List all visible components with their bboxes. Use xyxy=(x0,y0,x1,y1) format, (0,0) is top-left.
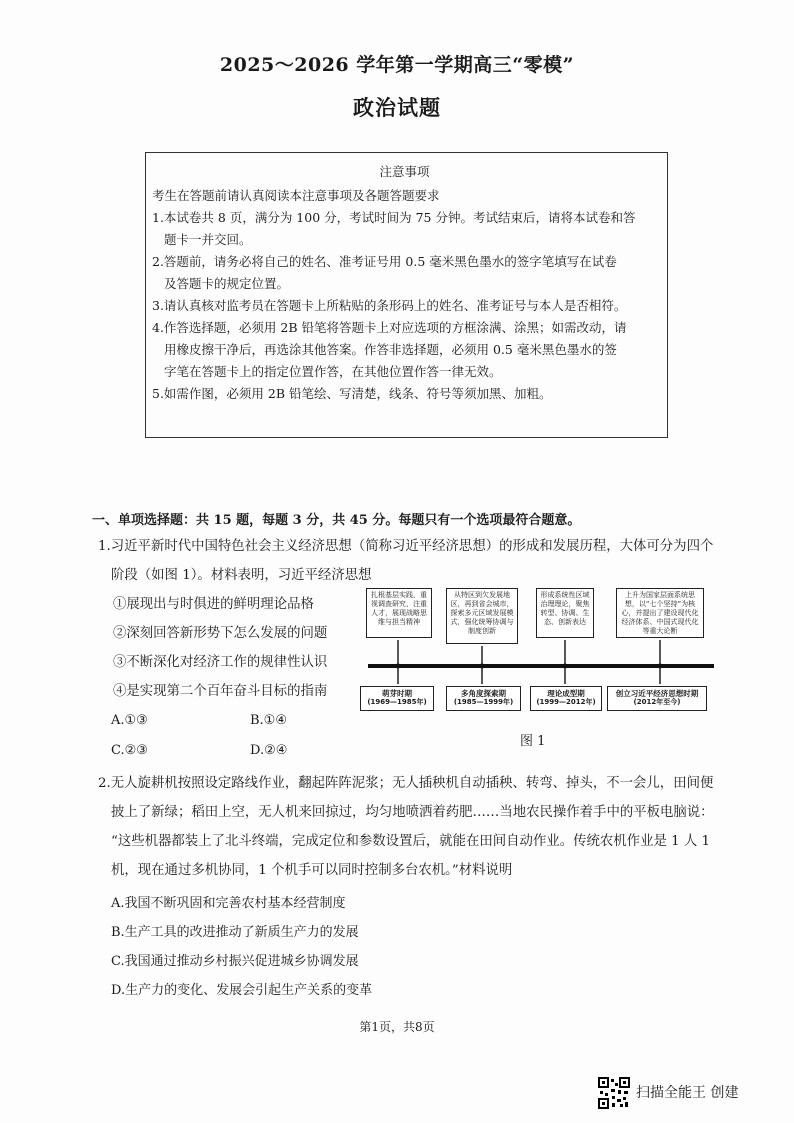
notice-item: 4.作答选择题，必须用 2B 铅笔将答题卡上对应选项的方框涂满、涂黑；如需改动，请 xyxy=(152,320,627,335)
q1-item: ③不断深化对经济工作的规律性认识 xyxy=(113,655,328,670)
notice-item: 题卡一并交回。 xyxy=(164,232,252,247)
notice-title: 注意事项 xyxy=(379,164,430,179)
q2-option-b[interactable]: B.生产工具的改进推动了新质生产力的发展 xyxy=(111,925,359,940)
notice-item: 及答题卡的规定位置。 xyxy=(164,276,290,291)
period-label xyxy=(607,686,707,711)
period-name: 多角度探索期 xyxy=(461,689,506,698)
stage-description: 上升为国家层面系统思想，以“七个坚持”为核心，并提出了建设现代化经济体系、中国式现代化等重大论断 xyxy=(616,588,704,638)
q1-option-a[interactable]: A.①③ xyxy=(111,713,148,728)
period-label xyxy=(530,686,602,711)
q2-stem-line: “这些机器都装上了北斗终端，完成定位和参数设置后，就能在田间自动作业。传统农机作业是 1 人 1 xyxy=(111,834,711,849)
notice-item: 字笔在答题卡上的指定位置作答，在其他位置作答一律无效。 xyxy=(164,364,502,379)
period-name: 萌芽时期 xyxy=(382,689,412,698)
period-label xyxy=(446,686,521,711)
period-name: 创立习近平经济思想时期 xyxy=(615,689,699,698)
period-years: (1999—2012年) xyxy=(536,698,596,706)
period-years: (2012年至今) xyxy=(633,698,681,706)
stage-point xyxy=(396,664,401,669)
subject-title: 政治试题 xyxy=(353,95,441,120)
page-number: 第1页，共8页 xyxy=(359,1020,435,1034)
figure-1-timeline xyxy=(354,588,709,718)
q1-item: ①展现出与时俱进的鲜明理论品格 xyxy=(113,597,314,612)
qr-code-icon xyxy=(598,1077,630,1109)
q1-stem-line1: 1.习近平新时代中国特色社会主义经济思想（简称习近平经济思想）的形成和发展历程，大体可分为四个 xyxy=(98,539,714,554)
notice-intro: 考生在答题前请认真阅读本注意事项及各题答题要求 xyxy=(152,188,440,203)
stage-point xyxy=(658,664,663,669)
stage-description: 从特区到欠发展地区，再到省会城市，探索多元区域发展模式，强化统筹协调与制度创新 xyxy=(446,588,518,644)
notice-item: 1.本试卷共 8 页，满分为 100 分，考试时间为 75 分钟。考试结束后，请将本试卷和答 xyxy=(152,210,636,225)
notice-item: 用橡皮擦干净后，再选涂其他答案。作答非选择题，必须用 0.5 毫米黑色墨水的签 xyxy=(164,342,617,357)
notice-item: 5.如需作图，必须用 2B 铅笔绘、写清楚，线条、符号等须加黑、加粗。 xyxy=(152,386,552,401)
q2-option-d[interactable]: D.生产力的变化、发展会引起生产关系的变革 xyxy=(111,983,373,998)
notice-item: 3.请认真核对监考员在答题卡上所粘贴的条形码上的姓名、准考证号与本人是否相符。 xyxy=(152,298,627,313)
q2-option-c[interactable]: C.我国通过推动乡村振兴促进城乡协调发展 xyxy=(111,954,359,969)
q1-option-c[interactable]: C.②③ xyxy=(111,743,148,758)
notice-box xyxy=(145,152,668,438)
q1-item: ④是实现第二个百年奋斗目标的指南 xyxy=(113,684,328,699)
scanner-watermark: 扫描全能王 创建 xyxy=(636,1085,739,1101)
q1-stem-line2: 阶段（如图 1）。材料表明，习近平经济思想 xyxy=(111,568,372,583)
period-name: 理论成型期 xyxy=(547,689,585,698)
stage-point xyxy=(563,664,568,669)
q1-option-d[interactable]: D.②④ xyxy=(250,743,288,758)
stage-description: 扎根基层实践，重视调查研究，注重人才，展现战略思维与担当精神 xyxy=(366,588,432,638)
period-years: (1969—1985年) xyxy=(367,698,427,706)
figure-caption: 图 1 xyxy=(520,734,546,749)
stage-description: 形成系统性区域治理理论，聚焦转型、协调、生态、创新表达 xyxy=(536,588,594,638)
q2-stem-line: 披上了新绿；稻田上空，无人机来回掠过，均匀地喷洒着药肥……当地农民操作着手中的平板电脑说： xyxy=(111,805,714,820)
q2-stem-line: 2.无人旋耕机按照设定路线作业，翻起阵阵泥浆；无人插秧机自动插秧、转弯、掉头，不一会儿，田间便 xyxy=(98,776,714,791)
q2-stem-line: 机，现在通过多机协同，1 个机手可以同时控制多台农机。”材料说明 xyxy=(111,863,513,878)
exam-title: 2025～2026 学年第一学期高三“零模” xyxy=(219,54,575,76)
notice-item: 2.答题前，请务必将自己的姓名、准考证号用 0.5 毫米黑色墨水的签字笔填写在试卷 xyxy=(152,254,617,269)
section-heading: 一、单项选择题：共 15 题，每题 3 分，共 45 分。每题只有一个选项最符合题意。 xyxy=(92,513,581,528)
q1-option-b[interactable]: B.①④ xyxy=(250,713,287,728)
q1-item: ②深刻回答新形势下怎么发展的问题 xyxy=(113,626,328,641)
period-label xyxy=(360,686,434,711)
period-years: (1985—1999年) xyxy=(453,698,514,706)
stage-point xyxy=(480,664,485,669)
q2-option-a[interactable]: A.我国不断巩固和完善农村基本经营制度 xyxy=(111,896,346,911)
timeline-arrow xyxy=(354,628,714,728)
